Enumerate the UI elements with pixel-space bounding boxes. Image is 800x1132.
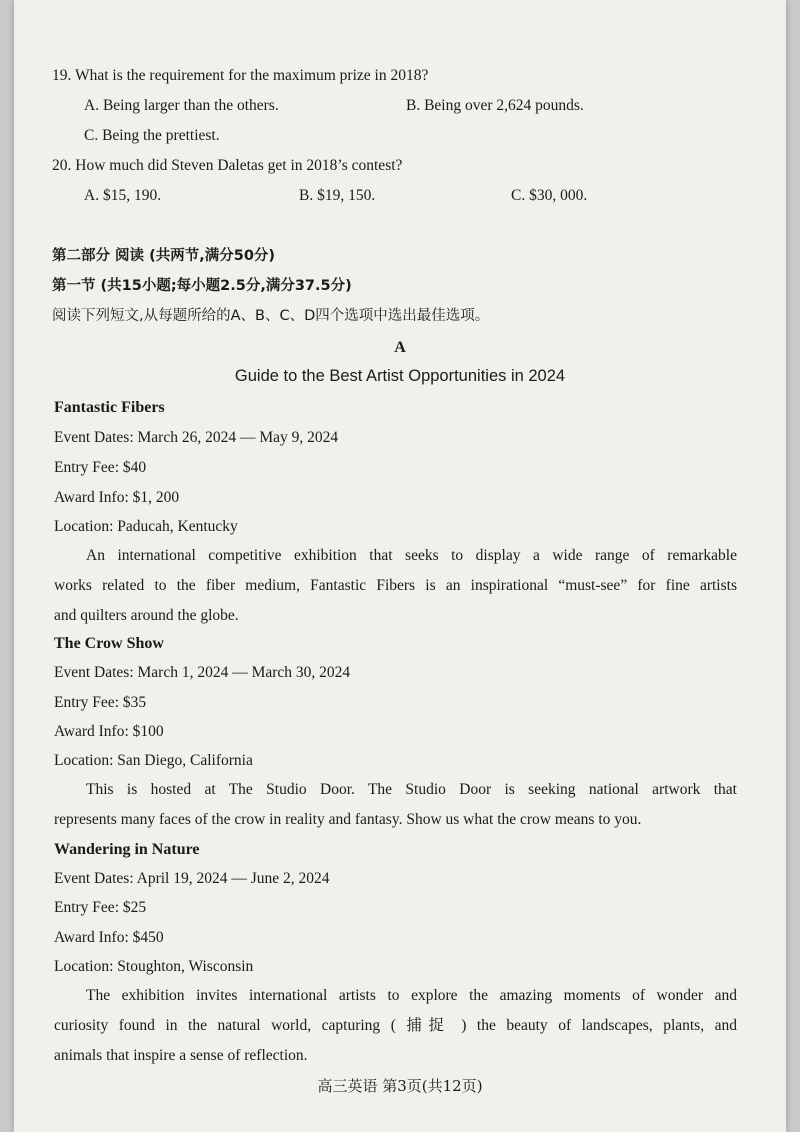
award-info: Award Info: $1, 200 xyxy=(54,489,180,506)
location: Location: Stoughton, Wisconsin xyxy=(54,958,254,975)
instruction-text: 阅读下列短文,从每题所给的A、B、C、D四个选项中选出最佳选项。 xyxy=(52,308,490,324)
passage-label: A xyxy=(394,339,406,356)
paragraph-line: animals that inspire a sense of reflection. xyxy=(54,1047,308,1064)
question-20-option-a: A. $15, 190. xyxy=(84,187,162,204)
question-20-option-b: B. $19, 150. xyxy=(299,187,376,204)
entry-fee: Entry Fee: $25 xyxy=(54,899,147,916)
award-info: Award Info: $450 xyxy=(54,929,164,946)
event-name-wandering-in-nature: Wandering in Nature xyxy=(54,841,200,858)
event-dates: Event Dates: April 19, 2024 — June 2, 2024 xyxy=(54,870,330,887)
paragraph-line: This is hosted at The Studio Door. The Studio Door is seeking national artwork that xyxy=(86,781,737,798)
paragraph-line: represents many faces of the crow in reality and fantasy. Show us what the crow means to you. xyxy=(54,811,642,828)
paragraph-line: An international competitive exhibition that seeks to display a wide range of remarkable xyxy=(86,547,737,564)
paragraph-line: and quilters around the globe. xyxy=(54,607,239,624)
location: Location: San Diego, California xyxy=(54,752,253,769)
paragraph-line: The exhibition invites international artists to explore the amazing moments of wonder and xyxy=(86,987,737,1004)
entry-fee: Entry Fee: $35 xyxy=(54,694,147,711)
award-info: Award Info: $100 xyxy=(54,723,164,740)
paragraph-line: curiosity found in the natural world, capturing ( 捕捉 ) the beauty of landscapes, plants, and xyxy=(54,1017,737,1034)
event-dates: Event Dates: March 1, 2024 — March 30, 2024 xyxy=(54,664,351,681)
page-footer: 高三英语 第3页(共12页) xyxy=(317,1077,483,1095)
passage-title: Guide to the Best Artist Opportunities in 2024 xyxy=(234,367,566,385)
part-heading: 第二部分 阅读 (共两节,满分50分) xyxy=(52,248,276,264)
entry-fee: Entry Fee: $40 xyxy=(54,459,147,476)
question-20-stem: 20. How much did Steven Daletas get in 2018’s contest? xyxy=(52,157,403,174)
event-name-crow-show: The Crow Show xyxy=(54,635,164,652)
exam-page xyxy=(14,0,786,1132)
question-19-option-b: B. Being over 2,624 pounds. xyxy=(406,97,584,114)
question-20-option-c: C. $30, 000. xyxy=(511,187,588,204)
location: Location: Paducah, Kentucky xyxy=(54,518,238,535)
question-19-option-a: A. Being larger than the others. xyxy=(84,97,279,114)
section-heading: 第一节 (共15小题;每小题2.5分,满分37.5分) xyxy=(52,278,352,294)
paragraph-line: works related to the fiber medium, Fantastic Fibers is an inspirational “must-see” for fine artists xyxy=(54,577,737,594)
question-19-stem: 19. What is the requirement for the maximum prize in 2018? xyxy=(52,67,429,84)
question-19-option-c: C. Being the prettiest. xyxy=(84,127,220,144)
event-name-fantastic-fibers: Fantastic Fibers xyxy=(54,399,165,416)
event-dates: Event Dates: March 26, 2024 — May 9, 2024 xyxy=(54,429,339,446)
